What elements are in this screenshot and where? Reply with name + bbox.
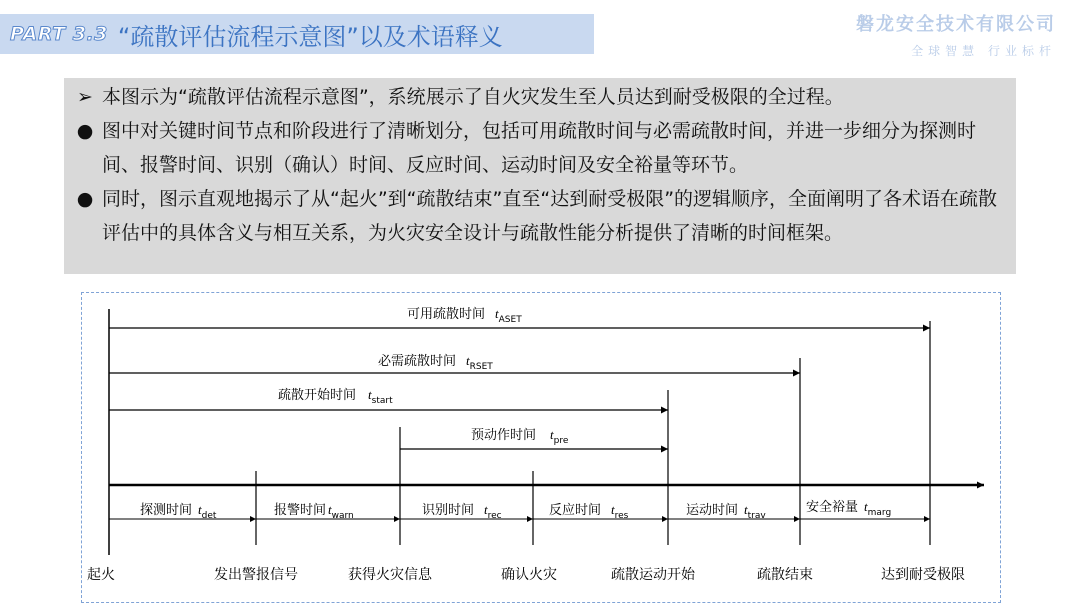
pre-label: 预动作时间 $t_{pre}$ [471,427,569,446]
aset-label: 可用疏散时间 $t_{ASET}$ [407,306,522,325]
event-evac-end: 疏散结束 [757,567,813,583]
bullet-text: 图中对关键时间节点和阶段进行了清晰划分，包括可用疏散时间与必需疏散时间，并进一步细分为探测时间、报警时间、识别（确认）时间、反应时间、运动时间及安全裕量等环节。 [102,120,977,176]
part-label: PART 3.3 [10,23,108,45]
event-fire-info: 获得火灾信息 [348,567,432,583]
bullet-item [72,80,1012,114]
timeline-svg [82,293,1000,602]
company-logo [856,10,1056,59]
dot-bullet-icon: ● [76,188,94,210]
company-slogan: 全球智慧 行业标杆 [911,44,1056,58]
phase-label-trav: 运动时间 $t_{trav}$ [686,502,766,521]
phase-label-det: 探测时间 $t_{det}$ [140,502,217,521]
event-fire-start: 起火 [87,567,115,583]
rset-label: 必需疏散时间 $t_{RSET}$ [378,353,493,372]
bullet-item [72,182,1012,250]
event-alarm: 发出警报信号 [214,567,298,583]
page-title: “疏散评估流程示意图”以及术语释义 [117,22,503,51]
summary-box [64,78,1016,274]
arrow-bullet-icon: ➢ [77,86,93,108]
event-fire-confirm: 确认火灾 [501,567,557,583]
bullet-item [72,114,1012,182]
phase-label-rec: 识别时间 $t_{rec}$ [422,502,502,521]
start-label: 疏散开始时间 $t_{start}$ [278,387,393,406]
title-bar [0,14,594,54]
evacuation-timeline-diagram [81,292,1001,603]
phase-label-marg: 安全裕量 $t_{marg}$ [806,499,892,518]
event-movement-start: 疏散运动开始 [611,567,695,583]
phase-label-res: 反应时间 $t_{res}$ [549,502,629,521]
company-name: 磐龙安全技术有限公司 [856,14,1056,35]
bullet-text: 同时，图示直观地揭示了从“起火”到“疏散结束”直至“达到耐受极限”的逻辑顺序，全面阐明了各术语在疏散评估中的具体含义与相互关系，为火灾安全设计与疏散性能分析提供了清晰的时间框架。 [102,188,998,244]
event-tolerance: 达到耐受极限 [881,567,965,583]
phase-label-warn: 报警时间 $t_{warn}$ [274,502,354,521]
dot-bullet-icon: ● [76,120,94,142]
bullet-text: 本图示为“疏散评估流程示意图”，系统展示了自火灾发生至人员达到耐受极限的全过程。 [102,86,844,108]
